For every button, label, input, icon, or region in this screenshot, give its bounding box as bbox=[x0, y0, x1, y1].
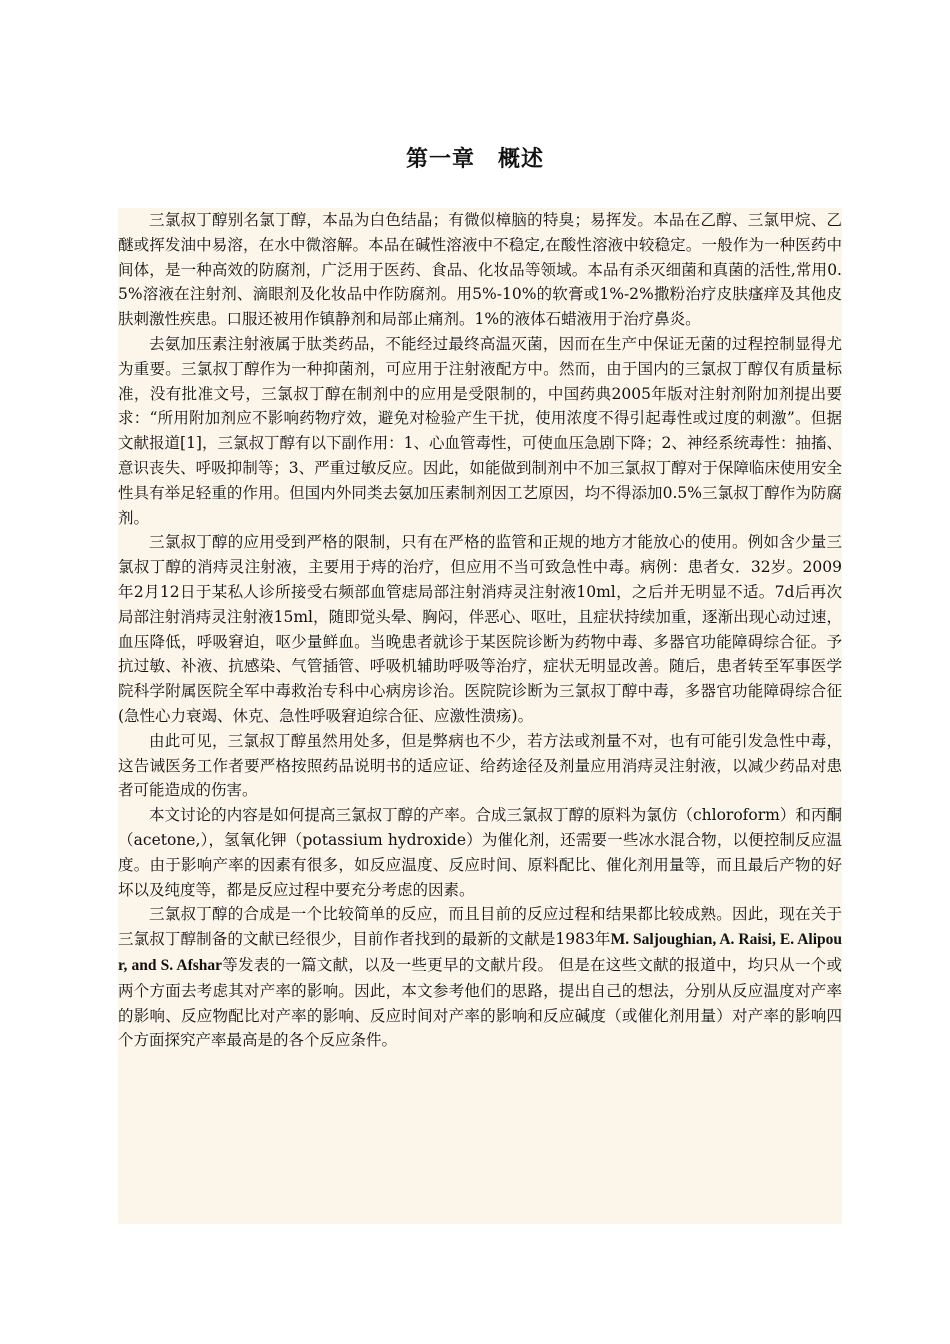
paragraph-6 bbox=[118, 902, 842, 1053]
reference-authors: M. Saljoughian, A. Raisi, E. Alipour, and S. Afshar bbox=[118, 931, 843, 974]
body-text bbox=[118, 208, 842, 1224]
paragraph-4: 由此可见，三氯叔丁醇虽然用处多，但是弊病也不少，若方法或剂量不对，也有可能引发急性中毒，这告诫医务工作者要严格按照药品说明书的适应证、给药途径及剂量应用消痔灵注射液，以减少药品对患者可能造成的伤害。 bbox=[118, 731, 842, 800]
paragraph-6-before: 三氯叔丁醇的合成是一个比较简单的反应，而且目前的反应过程和结果都比较成熟。因此，现在关于三氯叔丁醇制备的文献已经很少，目前作者找到的最新的文献是1983年 bbox=[118, 905, 842, 949]
paragraph-6-after: 等发表的一篇文献，以及一些更早的文献片段。 但是在这些文献的报道中，均只从一个或两个方面去考虑其对产率的影响。因此，本文参考他们的思路，提出自己的想法，分别从反应温度对产率的影响、反应物配比对产率的影响、反应时间对产率的影响和反应碱度（或催化剂用量）对产率的影响四个方面探究产率最高是的各个反应条件。 bbox=[118, 955, 842, 1050]
paragraph-3: 三氯叔丁醇的应用受到严格的限制，只有在严格的监管和正规的地方才能放心的使用。例如含少量三氯叔丁醇的消痔灵注射液，主要用于痔的治疗，但应用不当可致急性中毒。病例：患者女．32岁。2009年2月12日于某私人诊所接受右频部血管痣局部注射消痔灵注射液10ml，之后并无明显不适。7d后再次局部注射消痔灵注射液15ml，随即觉头晕、胸闷，伴恶心、呕吐，且症状持续加重，逐渐出现心动过速，血压降低，呼吸窘迫，呕少量鲜血。当晚患者就诊于某医院诊断为药物中毒、多器官功能障碍综合征。予抗过敏、补液、抗感染、气管插管、呼吸机辅助呼吸等治疗，症状无明显改善。随后，患者转至军事医学院科学附属医院全军中毒救治专科中心病房诊治。医院院诊断为三氯叔丁醇中毒，多器官功能障碍综合征(急性心力衰竭、休克、急性呼吸窘迫综合征、应激性溃疡)。 bbox=[118, 533, 842, 725]
paragraph-1: 三氯叔丁醇别名氯丁醇，本品为白色结晶；有微似樟脑的特臭；易挥发。本品在乙醇、三氯甲烷、乙醚或挥发油中易溶，在水中微溶解。本品在碱性溶液中不稳定,在酸性溶液中较稳定。一般作为一种医药中间体，是一种高效的防腐剂，广泛用于医药、食品、化妆品等领域。本品有杀灭细菌和真菌的活性,常用0.5%溶液在注射剂、滴眼剂及化妆品中作防腐剂。用5%-10%的软膏或1%-2%撒粉治疗皮肤瘙痒及其他皮肤刺激性疾患。口服还被用作镇静剂和局部止痛剂。1%的液体石蜡液用于治疗鼻炎。 bbox=[118, 211, 842, 329]
paragraph-2: 去氨加压素注射液属于肽类药品，不能经过最终高温灭菌，因而在生产中保证无菌的过程控制显得尤为重要。三氯叔丁醇作为一种抑菌剂，可应用于注射液配方中。然而，由于国内的三氯叔丁醇仅有质量标准，没有批准文号，三氯叔丁醇在制剂中的应用是受限制的，中国药典2005年版对注射剂附加剂提出要求：“所用附加剂应不影响药物疗效，避免对检验产生干扰，使用浓度不得引起毒性或过度的刺激”。但据文献报道[1]，三氯叔丁醇有以下副作用：1、心血管毒性，可使血压急剧下降；2、神经系统毒性：抽搐、意识丧失、呼吸抑制等；3、严重过敏反应。因此，如能做到制剂中不加三氯叔丁醇对于保障临床使用安全性具有举足轻重的作用。但国内外同类去氨加压素制剂因工艺原因，均不得添加0.5%三氯叔丁醇作为防腐剂。 bbox=[118, 334, 842, 527]
chapter-title: 第一章 概述 bbox=[405, 147, 544, 172]
paragraph-5: 本文讨论的内容是如何提高三氯叔丁醇的产率。合成三氯叔丁醇的原料为氯仿（chloroform）和丙酮（acetone,），氢氧化钾（potassium hydroxide）为催化剂，还需要一些冰水混合物，以便控制反应温度。由于影响产率的因素有很多，如反应温度、反应时间、原料配比、催化剂用量等，而且最后产物的好坏以及纯度等，都是反应过程中要充分考虑的因素。 bbox=[118, 806, 842, 899]
